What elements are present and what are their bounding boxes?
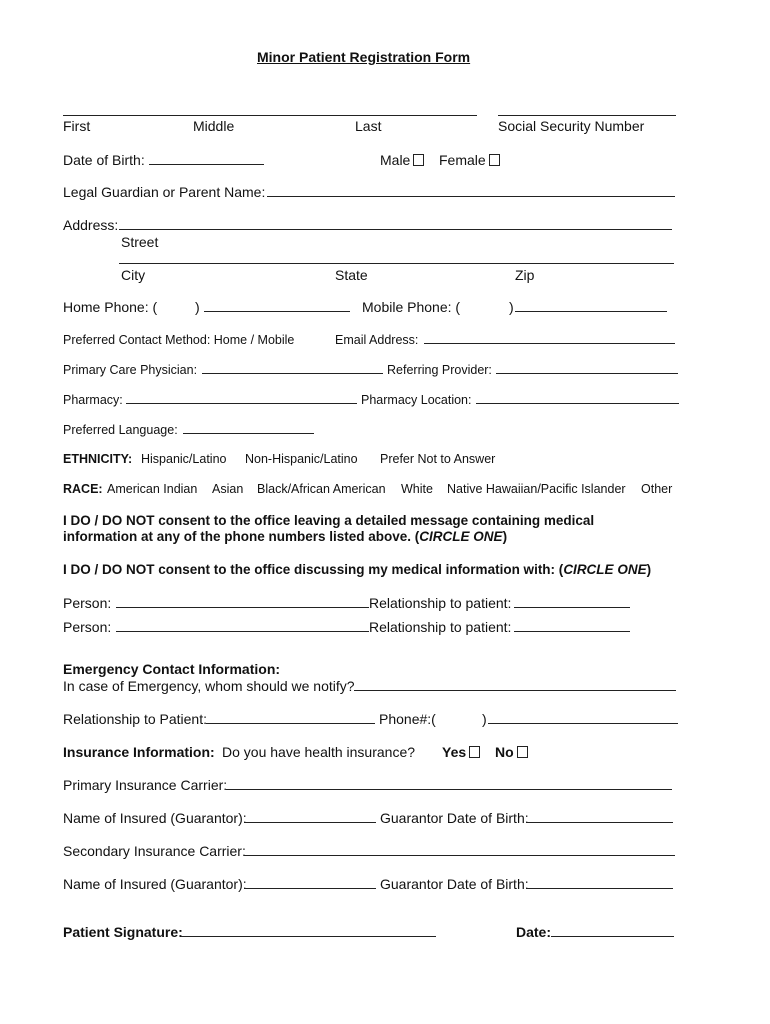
dob-field[interactable] bbox=[149, 164, 264, 165]
guarantor-dob-label: Guarantor Date of Birth: bbox=[380, 810, 529, 826]
consent-close: ) bbox=[646, 562, 652, 577]
preferred-contact-label: Preferred Contact Method: Home / Mobile bbox=[63, 333, 295, 347]
female-option[interactable] bbox=[439, 152, 500, 168]
date-label: Date: bbox=[516, 924, 552, 940]
insured-name-label: Name of Insured (Guarantor): bbox=[63, 876, 247, 892]
consent-message-text: information at any of the phone numbers listed above. ( bbox=[63, 529, 420, 544]
pharmacy-location-field[interactable] bbox=[476, 403, 679, 404]
guarantor-dob-field[interactable] bbox=[527, 888, 673, 889]
home-phone-field[interactable] bbox=[204, 311, 350, 312]
male-label: Male bbox=[380, 152, 411, 168]
emergency-relationship-label: Relationship to Patient: bbox=[63, 711, 207, 727]
pcp-label: Primary Care Physician: bbox=[63, 363, 198, 377]
ethnicity-option[interactable]: Non-Hispanic/Latino bbox=[245, 452, 358, 466]
city-state-zip-field[interactable] bbox=[119, 263, 674, 264]
insured-name-field[interactable] bbox=[245, 888, 376, 889]
insurance-label: Insurance Information: bbox=[63, 744, 215, 760]
email-label: Email Address: bbox=[335, 333, 419, 347]
race-option[interactable]: Black/African American bbox=[257, 482, 386, 496]
person-field[interactable] bbox=[116, 631, 369, 632]
relationship-field[interactable] bbox=[514, 607, 630, 608]
male-option[interactable] bbox=[380, 152, 424, 168]
referring-label: Referring Provider: bbox=[387, 363, 492, 377]
date-field[interactable] bbox=[551, 936, 674, 937]
language-label: Preferred Language: bbox=[63, 423, 178, 437]
ssn-field[interactable] bbox=[498, 115, 676, 116]
guarantor-dob-label: Guarantor Date of Birth: bbox=[380, 876, 529, 892]
referring-field[interactable] bbox=[496, 373, 678, 374]
emergency-contact-field[interactable] bbox=[354, 690, 676, 691]
race-option[interactable]: American Indian bbox=[107, 482, 198, 496]
primary-carrier-label: Primary Insurance Carrier: bbox=[63, 777, 228, 793]
street-field[interactable] bbox=[119, 229, 672, 230]
emergency-relationship-field[interactable] bbox=[206, 723, 375, 724]
ethnicity-option[interactable]: Prefer Not to Answer bbox=[380, 452, 496, 466]
relationship-field[interactable] bbox=[514, 631, 630, 632]
race-option[interactable]: White bbox=[401, 482, 433, 496]
ethnicity-label: ETHNICITY: bbox=[63, 452, 133, 466]
female-checkbox[interactable] bbox=[489, 154, 500, 166]
email-field[interactable] bbox=[424, 343, 675, 344]
state-label: State bbox=[335, 267, 368, 283]
emergency-phone-close: ) bbox=[482, 711, 487, 727]
emergency-phone-field[interactable] bbox=[488, 723, 678, 724]
consent-message-line1: I DO / DO NOT consent to the office leaving a detailed message containing medical bbox=[63, 513, 595, 528]
race-option[interactable]: Native Hawaiian/Pacific Islander bbox=[447, 482, 626, 496]
relationship-label: Relationship to patient: bbox=[369, 595, 512, 611]
guardian-label: Legal Guardian or Parent Name: bbox=[63, 184, 266, 200]
yes-label: Yes bbox=[442, 744, 467, 760]
person-label: Person: bbox=[63, 595, 112, 611]
home-phone-close: ) bbox=[195, 299, 200, 315]
circle-one-note: CIRCLE ONE bbox=[563, 562, 647, 577]
emergency-phone-label: Phone#:( bbox=[379, 711, 436, 727]
mobile-phone-close: ) bbox=[509, 299, 514, 315]
emergency-heading: Emergency Contact Information: bbox=[63, 661, 281, 677]
primary-carrier-field[interactable] bbox=[226, 789, 672, 790]
name-field[interactable] bbox=[63, 115, 477, 116]
first-name-label: First bbox=[63, 118, 91, 134]
signature-field[interactable] bbox=[181, 936, 436, 937]
home-phone-label: Home Phone: ( bbox=[63, 299, 158, 315]
insured-name-field[interactable] bbox=[245, 822, 376, 823]
female-label: Female bbox=[439, 152, 486, 168]
person-label: Person: bbox=[63, 619, 112, 635]
secondary-carrier-label: Secondary Insurance Carrier: bbox=[63, 843, 246, 859]
race-option[interactable]: Other bbox=[641, 482, 673, 496]
pharmacy-label: Pharmacy: bbox=[63, 393, 123, 407]
insurance-no-option[interactable] bbox=[495, 744, 528, 760]
mobile-phone-field[interactable] bbox=[515, 311, 667, 312]
emergency-question: In case of Emergency, whom should we notify? bbox=[63, 678, 355, 694]
pharmacy-field[interactable] bbox=[126, 403, 357, 404]
guarantor-dob-field[interactable] bbox=[527, 822, 673, 823]
zip-label: Zip bbox=[515, 267, 535, 283]
yes-checkbox[interactable] bbox=[469, 746, 480, 758]
consent-message-line2 bbox=[63, 529, 507, 545]
race-option[interactable]: Asian bbox=[212, 482, 244, 496]
race-label: RACE: bbox=[63, 482, 103, 496]
pharmacy-location-label: Pharmacy Location: bbox=[361, 393, 472, 407]
consent-discuss-text: I DO / DO NOT consent to the office discussing my medical information with: ( bbox=[63, 562, 564, 577]
dob-label: Date of Birth: bbox=[63, 152, 145, 168]
street-label: Street bbox=[121, 234, 159, 250]
ethnicity-option[interactable]: Hispanic/Latino bbox=[141, 452, 227, 466]
last-name-label: Last bbox=[355, 118, 382, 134]
guardian-field[interactable] bbox=[267, 196, 675, 197]
secondary-carrier-field[interactable] bbox=[244, 855, 675, 856]
consent-close: ) bbox=[502, 529, 508, 544]
insurance-yes-option[interactable] bbox=[442, 744, 480, 760]
circle-one-note: CIRCLE ONE bbox=[419, 529, 503, 544]
relationship-label: Relationship to patient: bbox=[369, 619, 512, 635]
form-title: Minor Patient Registration Form bbox=[257, 49, 471, 65]
insured-name-label: Name of Insured (Guarantor): bbox=[63, 810, 247, 826]
consent-discuss bbox=[63, 562, 651, 578]
signature-label: Patient Signature: bbox=[63, 924, 183, 940]
insurance-question: Do you have health insurance? bbox=[222, 744, 416, 760]
language-field[interactable] bbox=[183, 433, 314, 434]
male-checkbox[interactable] bbox=[413, 154, 424, 166]
ssn-label: Social Security Number bbox=[498, 118, 645, 134]
city-label: City bbox=[121, 267, 146, 283]
address-label: Address: bbox=[63, 217, 119, 233]
pcp-field[interactable] bbox=[202, 373, 383, 374]
person-field[interactable] bbox=[116, 607, 369, 608]
middle-name-label: Middle bbox=[193, 118, 235, 134]
no-checkbox[interactable] bbox=[517, 746, 528, 758]
no-label: No bbox=[495, 744, 514, 760]
mobile-phone-label: Mobile Phone: ( bbox=[362, 299, 461, 315]
